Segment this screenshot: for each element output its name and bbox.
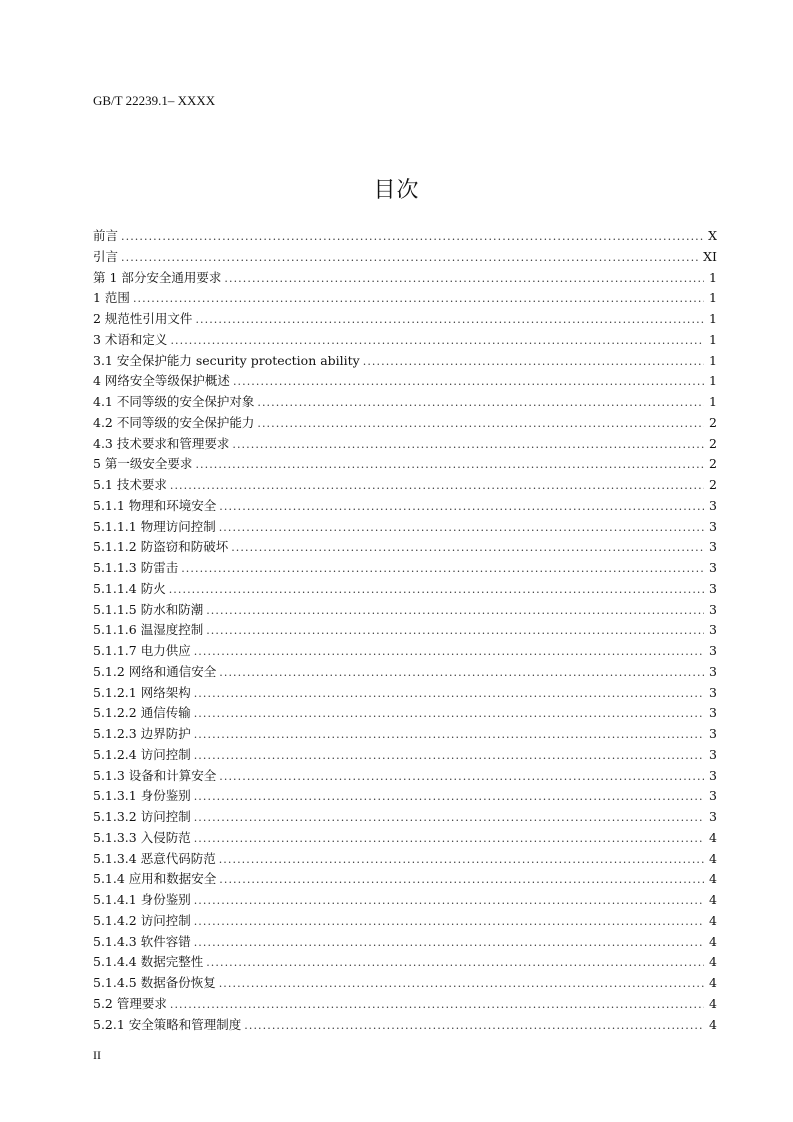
toc-entry[interactable]	[93, 579, 717, 600]
toc-leader-dots	[206, 954, 704, 969]
toc-entry-label: 5.1.2.4 访问控制	[93, 746, 191, 762]
toc-entry[interactable]	[93, 392, 717, 413]
toc-entry-label: 5.1.4.1 身份鉴别	[93, 892, 191, 907]
toc-entry-label: 5.1.4.2 访问控制	[93, 912, 191, 928]
toc-entry-page: 3	[709, 809, 717, 824]
toc-entry-label: 5.1.1.2 防盗窃和防破坏	[93, 539, 229, 555]
toc-entry[interactable]	[93, 1015, 717, 1036]
toc-entry[interactable]	[93, 620, 717, 641]
toc-entry[interactable]	[93, 558, 717, 579]
toc-leader-dots	[219, 519, 704, 534]
toc-entry[interactable]	[93, 683, 717, 704]
toc-entry-page: 1	[709, 373, 717, 389]
toc-leader-dots	[206, 622, 704, 637]
toc-entry[interactable]	[93, 994, 717, 1015]
toc-entry-page: 3	[709, 580, 717, 596]
toc-entry-page: 4	[709, 933, 717, 949]
toc-entry-label: 4 网络安全等级保护概述	[93, 373, 230, 389]
toc-entry-page: 4	[709, 892, 717, 907]
toc-leader-dots	[121, 249, 700, 264]
toc-entry-page: 3	[709, 767, 717, 783]
toc-leader-dots	[219, 498, 704, 513]
toc-leader-dots	[219, 851, 704, 866]
toc-entry[interactable]	[93, 932, 717, 953]
toc-leader-dots	[194, 643, 704, 658]
toc-entry-label: 5 第一级安全要求	[93, 456, 193, 472]
toc-entry-label: 5.1 技术要求	[93, 477, 167, 492]
toc-entry-page: 3	[709, 518, 717, 534]
toc-entry-label: 5.1.4 应用和数据安全	[93, 871, 217, 887]
toc-entry-page: 4	[709, 871, 717, 887]
toc-entry-label: 5.1.3 设备和计算安全	[93, 767, 217, 783]
toc-entry-label: 前言	[93, 228, 119, 243]
toc-entry-page: 3	[709, 622, 717, 638]
toc-entry-page: XI	[703, 248, 717, 264]
toc-entry[interactable]	[93, 869, 717, 890]
toc-leader-dots	[121, 228, 704, 243]
document-header: GB/T 22239.1– XXXX	[93, 93, 216, 108]
toc-entry-page: 1	[709, 311, 717, 326]
toc-entry-page: 3	[709, 539, 717, 555]
toc-entry-page: 2	[709, 456, 717, 472]
toc-entry-page: 1	[709, 394, 717, 409]
toc-entry[interactable]	[93, 911, 717, 932]
toc-entry-page: 2	[709, 414, 717, 430]
toc-entry-page: 4	[709, 954, 717, 970]
toc-entry[interactable]	[93, 662, 717, 683]
toc-entry-page: 3	[709, 684, 717, 700]
toc-entry-page: 4	[709, 829, 717, 845]
toc-entry[interactable]	[93, 496, 717, 517]
toc-entry-label: 5.1.3.4 恶意代码防范	[93, 850, 216, 866]
toc-entry[interactable]	[93, 703, 717, 724]
toc-entry-label: 5.2 管理要求	[93, 995, 167, 1011]
toc-entry[interactable]	[93, 268, 717, 289]
toc-entry-page: 3	[709, 643, 717, 658]
toc-entry-page: 4	[709, 912, 717, 928]
toc-entry-label: 5.1.3.1 身份鉴别	[93, 788, 191, 804]
page-title: 目次	[373, 178, 420, 203]
toc-entry-page: 3	[709, 560, 717, 575]
toc-entry[interactable]	[93, 434, 717, 455]
toc-entry-label: 5.1.3.3 入侵防范	[93, 829, 191, 845]
toc-entry-page: 2	[709, 435, 717, 451]
toc-entry-page: 3	[709, 497, 717, 513]
toc-leader-dots	[257, 415, 704, 430]
toc-entry-label: 2 规范性引用文件	[93, 311, 193, 326]
toc-entry-page: 1	[709, 290, 717, 306]
toc-entry[interactable]	[93, 537, 717, 558]
toc-entry-label: 5.1.4.5 数据备份恢复	[93, 975, 216, 990]
toc-entry[interactable]	[93, 786, 717, 807]
toc-leader-dots	[181, 560, 704, 575]
toc-entry-page: 3	[709, 788, 717, 804]
toc-entry-page: X	[708, 228, 717, 243]
toc-leader-dots	[194, 726, 704, 741]
toc-leader-dots	[194, 705, 704, 720]
toc-entry-label: 5.1.2.3 边界防护	[93, 726, 191, 741]
toc-entry[interactable]	[93, 309, 717, 330]
toc-entry[interactable]	[93, 973, 717, 994]
toc-entry[interactable]	[93, 890, 717, 911]
toc-entry[interactable]	[93, 766, 717, 787]
toc-leader-dots	[219, 975, 704, 990]
toc-entry-page: 1	[709, 352, 717, 368]
toc-leader-dots	[194, 685, 704, 700]
toc-entry[interactable]	[93, 330, 717, 351]
toc-entry[interactable]	[93, 371, 717, 392]
toc-entry[interactable]	[93, 454, 717, 475]
toc-entry-label: 4.3 技术要求和管理要求	[93, 435, 230, 451]
toc-entry-label: 4.1 不同等级的安全保护对象	[93, 394, 255, 409]
toc-entry-page: 1	[709, 331, 717, 347]
toc-entry-page: 3	[709, 601, 717, 617]
toc-leader-dots	[257, 394, 704, 409]
toc-entry-label: 引言	[93, 248, 119, 264]
toc-entry-label: 5.1.4.4 数据完整性	[93, 954, 204, 970]
toc-entry-label: 5.1.1.3 防雷击	[93, 560, 179, 575]
toc-leader-dots	[169, 581, 704, 596]
toc-leader-dots	[231, 539, 704, 554]
toc-entry-label: 5.1.1.7 电力供应	[93, 643, 191, 658]
toc-leader-dots	[194, 809, 704, 824]
toc-leader-dots	[194, 830, 704, 845]
toc-entry-page: 1	[709, 269, 717, 285]
toc-entry-page: 4	[709, 995, 717, 1011]
toc-leader-dots	[363, 353, 704, 368]
toc-entry-page: 4	[709, 1016, 717, 1032]
toc-leader-dots	[244, 1017, 704, 1032]
toc-entry-label: 5.1.2 网络和通信安全	[93, 663, 217, 679]
toc-entry-page: 3	[709, 746, 717, 762]
toc-entry-page: 4	[709, 975, 717, 990]
toc-leader-dots	[232, 436, 704, 451]
toc-entry-page: 4	[709, 850, 717, 866]
toc-entry-label: 4.2 不同等级的安全保护能力	[93, 414, 255, 430]
toc-entry[interactable]	[93, 807, 717, 828]
toc-entry[interactable]	[93, 724, 717, 745]
toc-leader-dots	[219, 768, 704, 783]
toc-entry[interactable]	[93, 247, 717, 268]
toc-entry-label: 5.1.1.4 防火	[93, 580, 166, 596]
toc-leader-dots	[233, 373, 704, 388]
toc-leader-dots	[194, 788, 704, 803]
toc-entry[interactable]	[93, 600, 717, 621]
toc-entry[interactable]	[93, 828, 717, 849]
toc-entry-label: 5.1.1.5 防水和防潮	[93, 601, 204, 617]
toc-entry-label: 5.1.1.1 物理访问控制	[93, 518, 216, 534]
toc-leader-dots	[206, 602, 704, 617]
toc-entry[interactable]	[93, 475, 717, 496]
toc-leader-dots	[170, 477, 704, 492]
toc-entry-page: 3	[709, 726, 717, 741]
toc-entry[interactable]	[93, 288, 717, 309]
toc-entry-label: 第 1 部分安全通用要求	[93, 269, 222, 285]
toc-leader-dots	[194, 913, 704, 928]
toc-entry[interactable]	[93, 413, 717, 434]
table-of-contents	[93, 226, 717, 1035]
toc-entry[interactable]	[93, 641, 717, 662]
toc-leader-dots	[195, 311, 704, 326]
toc-leader-dots	[195, 456, 704, 471]
toc-leader-dots	[133, 290, 704, 305]
toc-leader-dots	[170, 996, 704, 1011]
toc-entry[interactable]	[93, 351, 717, 372]
toc-entry-label: 5.1.1 物理和环境安全	[93, 497, 217, 513]
toc-leader-dots	[194, 934, 704, 949]
toc-entry[interactable]	[93, 952, 717, 973]
page-number-footer: II	[93, 1048, 101, 1062]
toc-entry-label: 3 术语和定义	[93, 331, 168, 347]
toc-entry-page: 3	[709, 663, 717, 679]
toc-entry-label: 5.2.1 安全策略和管理制度	[93, 1016, 242, 1032]
toc-entry-label: 5.1.2.2 通信传输	[93, 705, 191, 721]
toc-leader-dots	[170, 332, 704, 347]
toc-entry-label: 5.1.3.2 访问控制	[93, 809, 191, 824]
toc-entry[interactable]	[93, 226, 717, 247]
toc-entry-label: 5.1.4.3 软件容错	[93, 933, 191, 949]
toc-entry-label: 5.1.2.1 网络架构	[93, 684, 191, 700]
toc-leader-dots	[194, 892, 704, 907]
toc-leader-dots	[224, 270, 704, 285]
toc-entry-page: 3	[709, 705, 717, 721]
toc-entry-label: 1 范围	[93, 290, 130, 306]
toc-entry[interactable]	[93, 745, 717, 766]
toc-entry-page: 2	[709, 477, 717, 492]
toc-entry[interactable]	[93, 849, 717, 870]
toc-entry[interactable]	[93, 517, 717, 538]
toc-leader-dots	[194, 747, 704, 762]
toc-leader-dots	[219, 871, 704, 886]
toc-entry-label: 3.1 安全保护能力 security protection ability	[93, 352, 360, 368]
toc-leader-dots	[219, 664, 704, 679]
toc-entry-label: 5.1.1.6 温湿度控制	[93, 622, 204, 638]
